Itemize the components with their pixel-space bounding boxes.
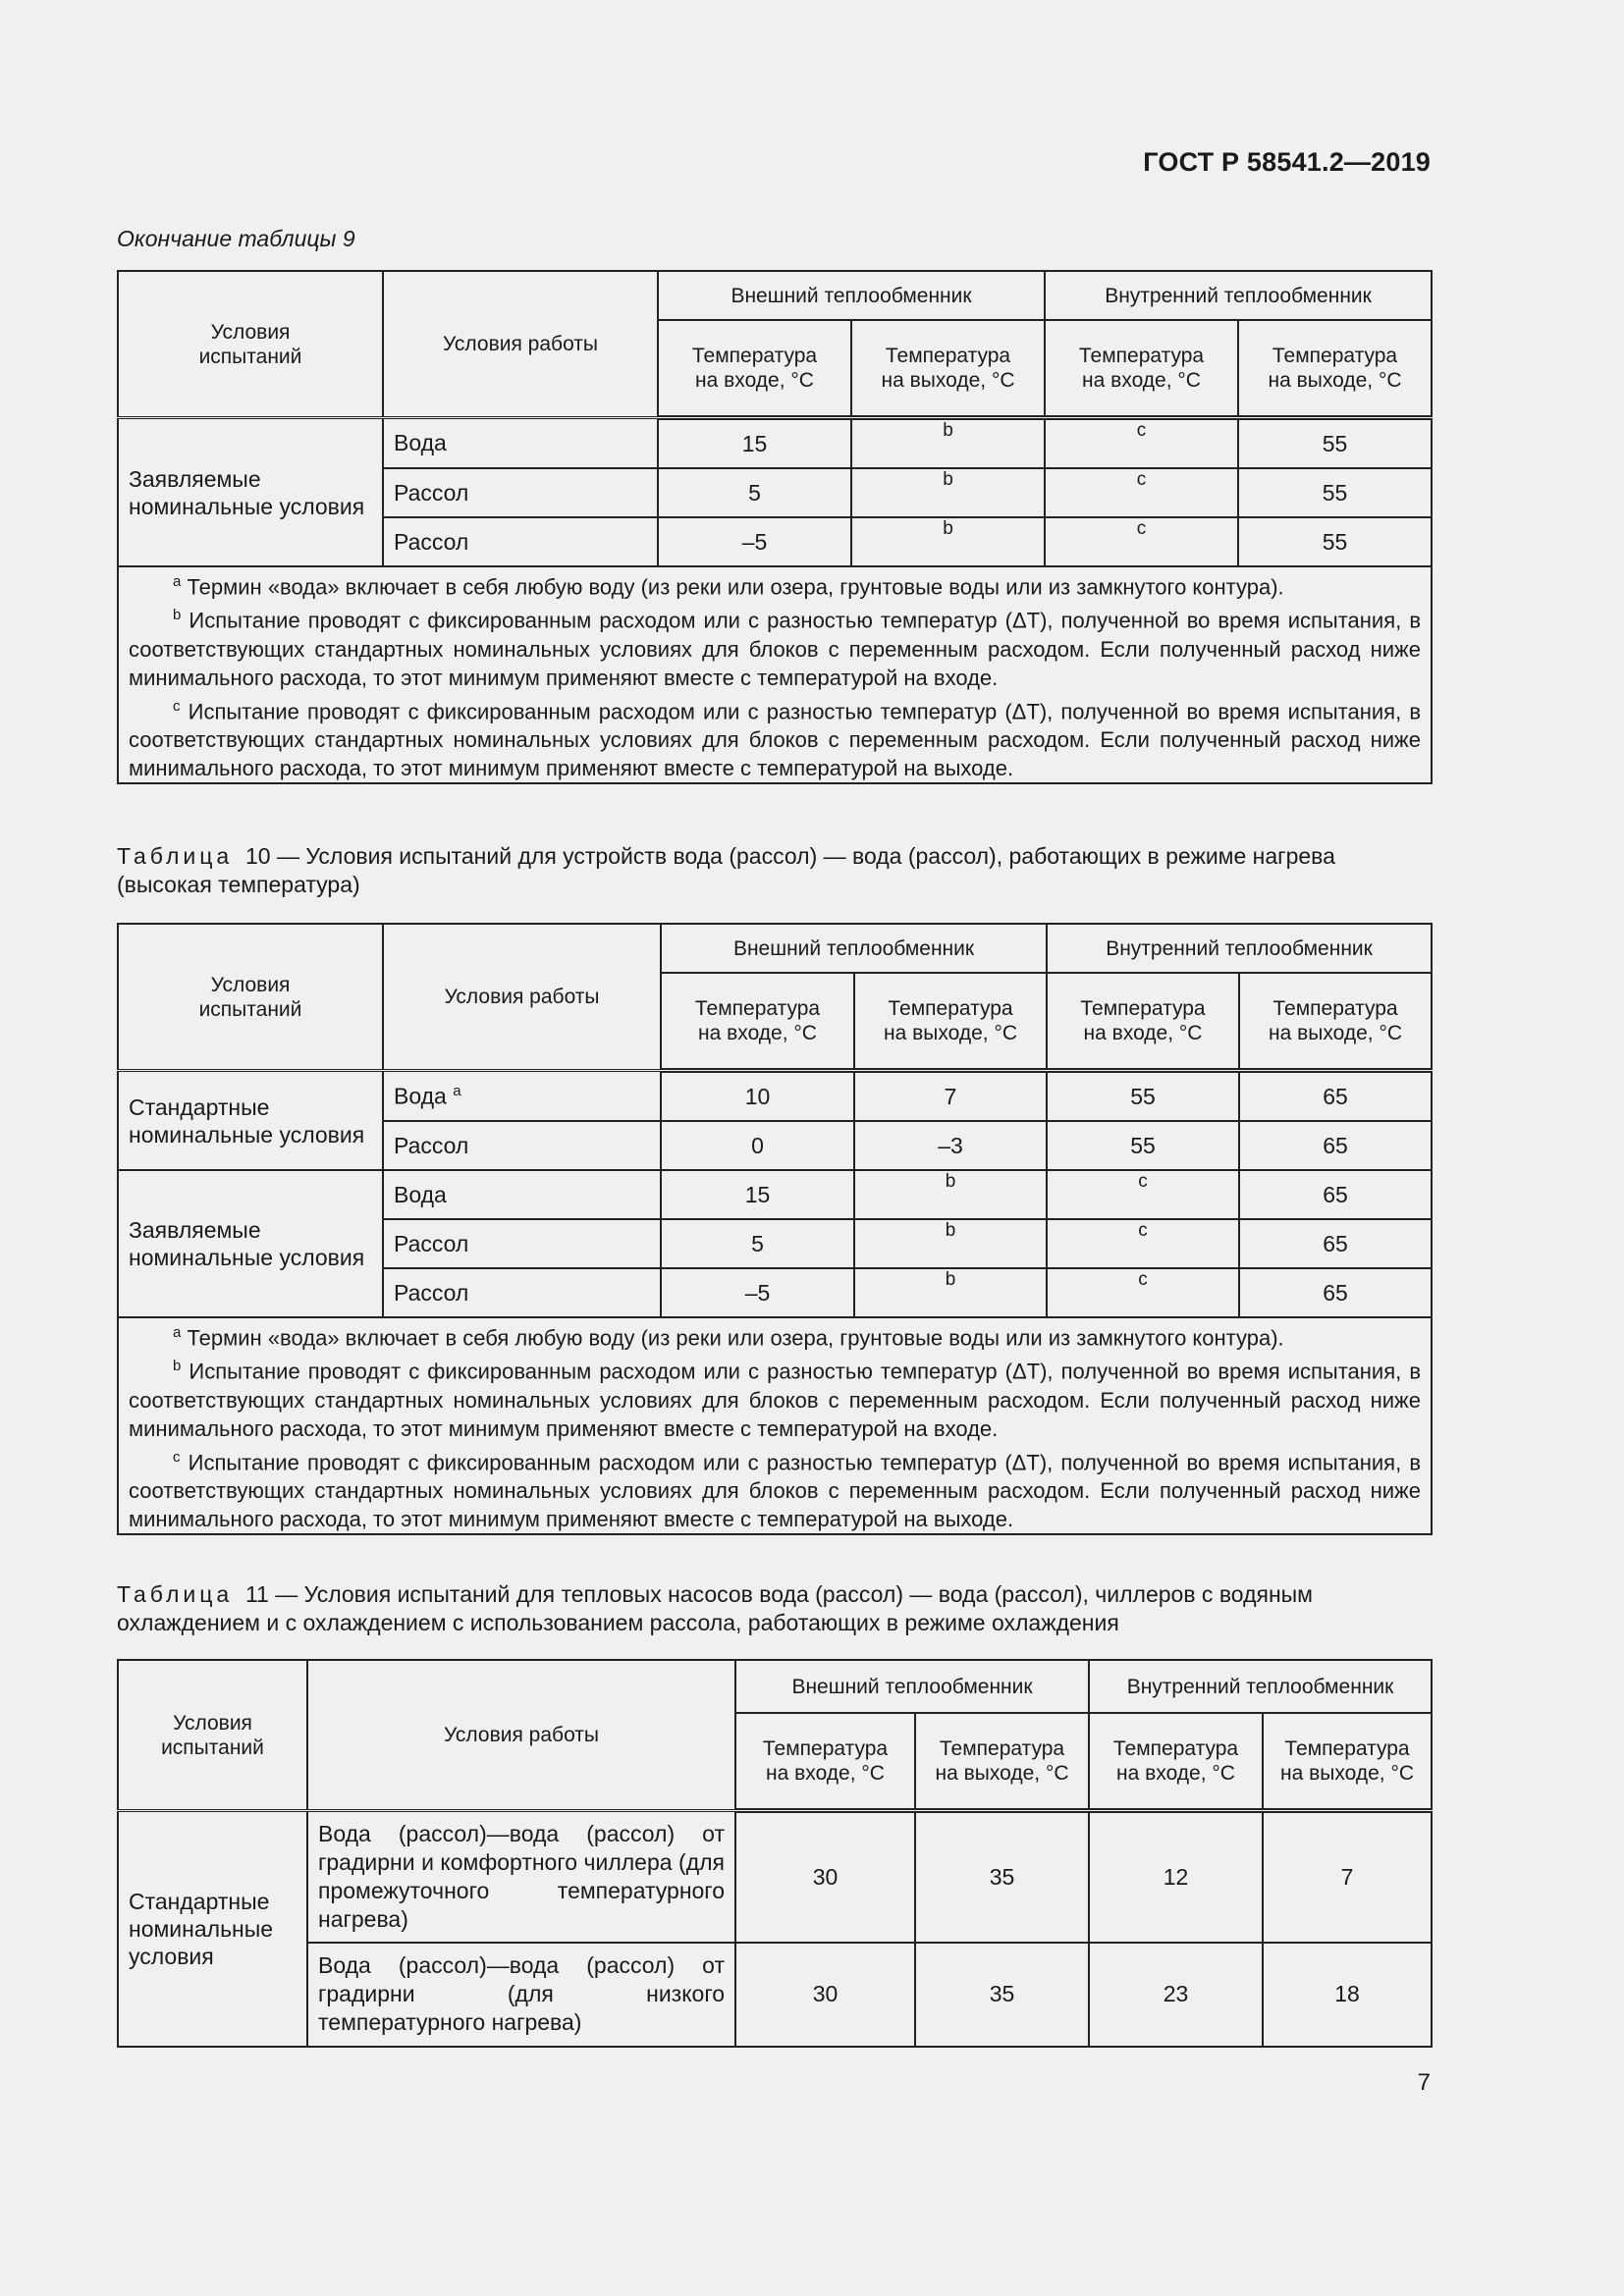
work-cell: Вода [383, 418, 658, 469]
header-temp-out: Температура на выходе, °С [915, 1713, 1089, 1811]
footnote-ref: c [1045, 517, 1238, 566]
value-cell: 5 [661, 1219, 854, 1268]
header-temp-in: Температура на входе, °С [1089, 1713, 1263, 1811]
footnote-ref: b [854, 1219, 1047, 1268]
header-external: Внешний теплообменник [658, 271, 1045, 320]
header-external: Внешний теплообменник [735, 1660, 1089, 1713]
value-cell: 65 [1239, 1268, 1432, 1317]
footnote-ref: c [1047, 1170, 1239, 1219]
value-cell: 7 [854, 1071, 1047, 1122]
note-a: $^a$ Термин «вода» включает в себя любую воду (из реки или озера, грунтовые воды или из замкнутого контура). [173, 1324, 1284, 1351]
table11 [117, 1659, 1433, 2048]
page-number: 7 [1417, 2069, 1431, 2096]
value-cell: 55 [1047, 1121, 1239, 1170]
footnote-ref: c [1047, 1268, 1239, 1317]
work-cell: Рассол [383, 517, 658, 566]
work-cell: Рассол [383, 468, 658, 517]
header-temp-in: Температура на входе, °С [735, 1713, 915, 1811]
header-temp-in: Температура на входе, °С [661, 973, 854, 1071]
value-cell: 55 [1238, 468, 1432, 517]
table10-notes [118, 1317, 1432, 1534]
work-cell: Вода (рассол)—вода (рассол) от градирни (для низкого температурного нагрева) [307, 1943, 735, 2047]
work-cell: Рассол [383, 1219, 661, 1268]
header-internal: Внутренний теплообменник [1045, 271, 1432, 320]
value-cell: 55 [1047, 1071, 1239, 1122]
group-standard: Стандартные номинальные условия [118, 1811, 307, 2047]
value-cell: 7 [1263, 1811, 1432, 1943]
header-temp-out: Температура на выходе, °С [854, 973, 1047, 1071]
header-conditions: Условия испытаний [118, 1660, 307, 1811]
note-b: $^b$ Испытание проводят с фиксированным расходом или с разностью температур (ΔT), полученной во время испытания, в соответствующих стандартных номинальных условиях для блоков с переменным расходом. Если полученный расход ниже минимального расхода, то этот минимум применяют вместе с температурой на входе. [129, 607, 1422, 690]
header-temp-out: Температура на выходе, °С [1263, 1713, 1432, 1811]
work-cell: Вода $^a$ [383, 1071, 661, 1122]
note-a: $^a$ Термин «вода» включает в себя любую воду (из реки или озера, грунтовые воды или из замкнутого контура). [173, 573, 1284, 600]
footnote-ref: c [1047, 1219, 1239, 1268]
value-cell: –5 [658, 517, 851, 566]
value-cell: 12 [1089, 1811, 1263, 1943]
value-cell: 30 [735, 1811, 915, 1943]
table9 [117, 270, 1433, 784]
header-work: Условия работы [383, 271, 658, 418]
note-c: $^c$ Испытание проводят с фиксированным расходом или с разностью температур (ΔT), полученной во время испытания, в соответствующих стандартных номинальных условиях для блоков с переменным расходом. Если полученный расход ниже минимального расхода, то этот минимум применяют вместе с температурой на выходе. [129, 697, 1422, 780]
header-work: Условия работы [307, 1660, 735, 1811]
value-cell: 55 [1238, 418, 1432, 469]
work-cell: Рассол [383, 1121, 661, 1170]
header-temp-in: Температура на входе, °С [1047, 973, 1239, 1071]
value-cell: 65 [1239, 1071, 1432, 1122]
value-cell: 15 [661, 1170, 854, 1219]
value-cell: 23 [1089, 1943, 1263, 2047]
header-external: Внешний теплообменник [661, 924, 1047, 973]
table9-notes [118, 566, 1432, 783]
header-internal: Внутренний теплообменник [1047, 924, 1432, 973]
group-declared: Заявляемые номинальные условия [118, 418, 383, 567]
document-id: ГОСТ Р 58541.2—2019 [1143, 147, 1431, 177]
value-cell: 65 [1239, 1219, 1432, 1268]
value-cell: –3 [854, 1121, 1047, 1170]
table10-caption: Таблица 10 — Условия испытаний для устройств вода (рассол) — вода (рассол), работающих в режиме нагрева (высокая температура) [117, 843, 1335, 897]
footnote-ref: b [854, 1268, 1047, 1317]
value-cell: 35 [915, 1943, 1089, 2047]
header-work: Условия работы [383, 924, 661, 1071]
value-cell: 65 [1239, 1170, 1432, 1219]
value-cell: 5 [658, 468, 851, 517]
footnote-ref: b [851, 468, 1045, 517]
value-cell: 35 [915, 1811, 1089, 1943]
header-temp-in: Температура на входе, °С [1045, 320, 1238, 418]
value-cell: 30 [735, 1943, 915, 2047]
header-conditions: Условия испытаний [118, 271, 383, 418]
work-cell: Вода [383, 1170, 661, 1219]
footnote-ref: b [851, 418, 1045, 469]
footnote-ref: b [851, 517, 1045, 566]
group-declared: Заявляемые номинальные условия [118, 1170, 383, 1317]
work-cell: Рассол [383, 1268, 661, 1317]
value-cell: 15 [658, 418, 851, 469]
value-cell: –5 [661, 1268, 854, 1317]
note-c: $^c$ Испытание проводят с фиксированным расходом или с разностью температур (ΔT), полученной во время испытания, в соответствующих стандартных номинальных условиях для блоков с переменным расходом. Если полученный расход ниже минимального расхода, то этот минимум применяют вместе с температурой на выходе. [129, 1448, 1422, 1531]
table10 [117, 923, 1433, 1535]
header-temp-out: Температура на выходе, °С [1239, 973, 1432, 1071]
value-cell: 65 [1239, 1121, 1432, 1170]
value-cell: 10 [661, 1071, 854, 1122]
value-cell: 0 [661, 1121, 854, 1170]
header-temp-in: Температура на входе, °С [658, 320, 851, 418]
value-cell: 55 [1238, 517, 1432, 566]
footnote-ref: c [1045, 418, 1238, 469]
header-conditions: Условия испытаний [118, 924, 383, 1071]
header-temp-out: Температура на выходе, °С [1238, 320, 1432, 418]
work-cell: Вода (рассол)—вода (рассол) от градирни и комфортного чиллера (для промежуточного температурного нагрева) [307, 1811, 735, 1943]
header-temp-out: Температура на выходе, °С [851, 320, 1045, 418]
table9-caption: Окончание таблицы 9 [117, 226, 355, 251]
table11-caption: Таблица 11 — Условия испытаний для тепловых насосов вода (рассол) — вода (рассол), чиллеров с водяным охлаждением и с охлаждением с использованием рассола, работающих в режиме охлаждения [117, 1581, 1313, 1635]
group-standard: Стандартные номинальные условия [118, 1071, 383, 1171]
footnote-ref: b [854, 1170, 1047, 1219]
footnote-ref: c [1045, 468, 1238, 517]
value-cell: 18 [1263, 1943, 1432, 2047]
note-b: $^b$ Испытание проводят с фиксированным расходом или с разностью температур (ΔT), полученной во время испытания, в соответствующих стандартных номинальных условиях для блоков с переменным расходом. Если полученный расход ниже минимального расхода, то этот минимум применяют вместе с температурой на входе. [129, 1358, 1422, 1441]
header-internal: Внутренний теплообменник [1089, 1660, 1432, 1713]
